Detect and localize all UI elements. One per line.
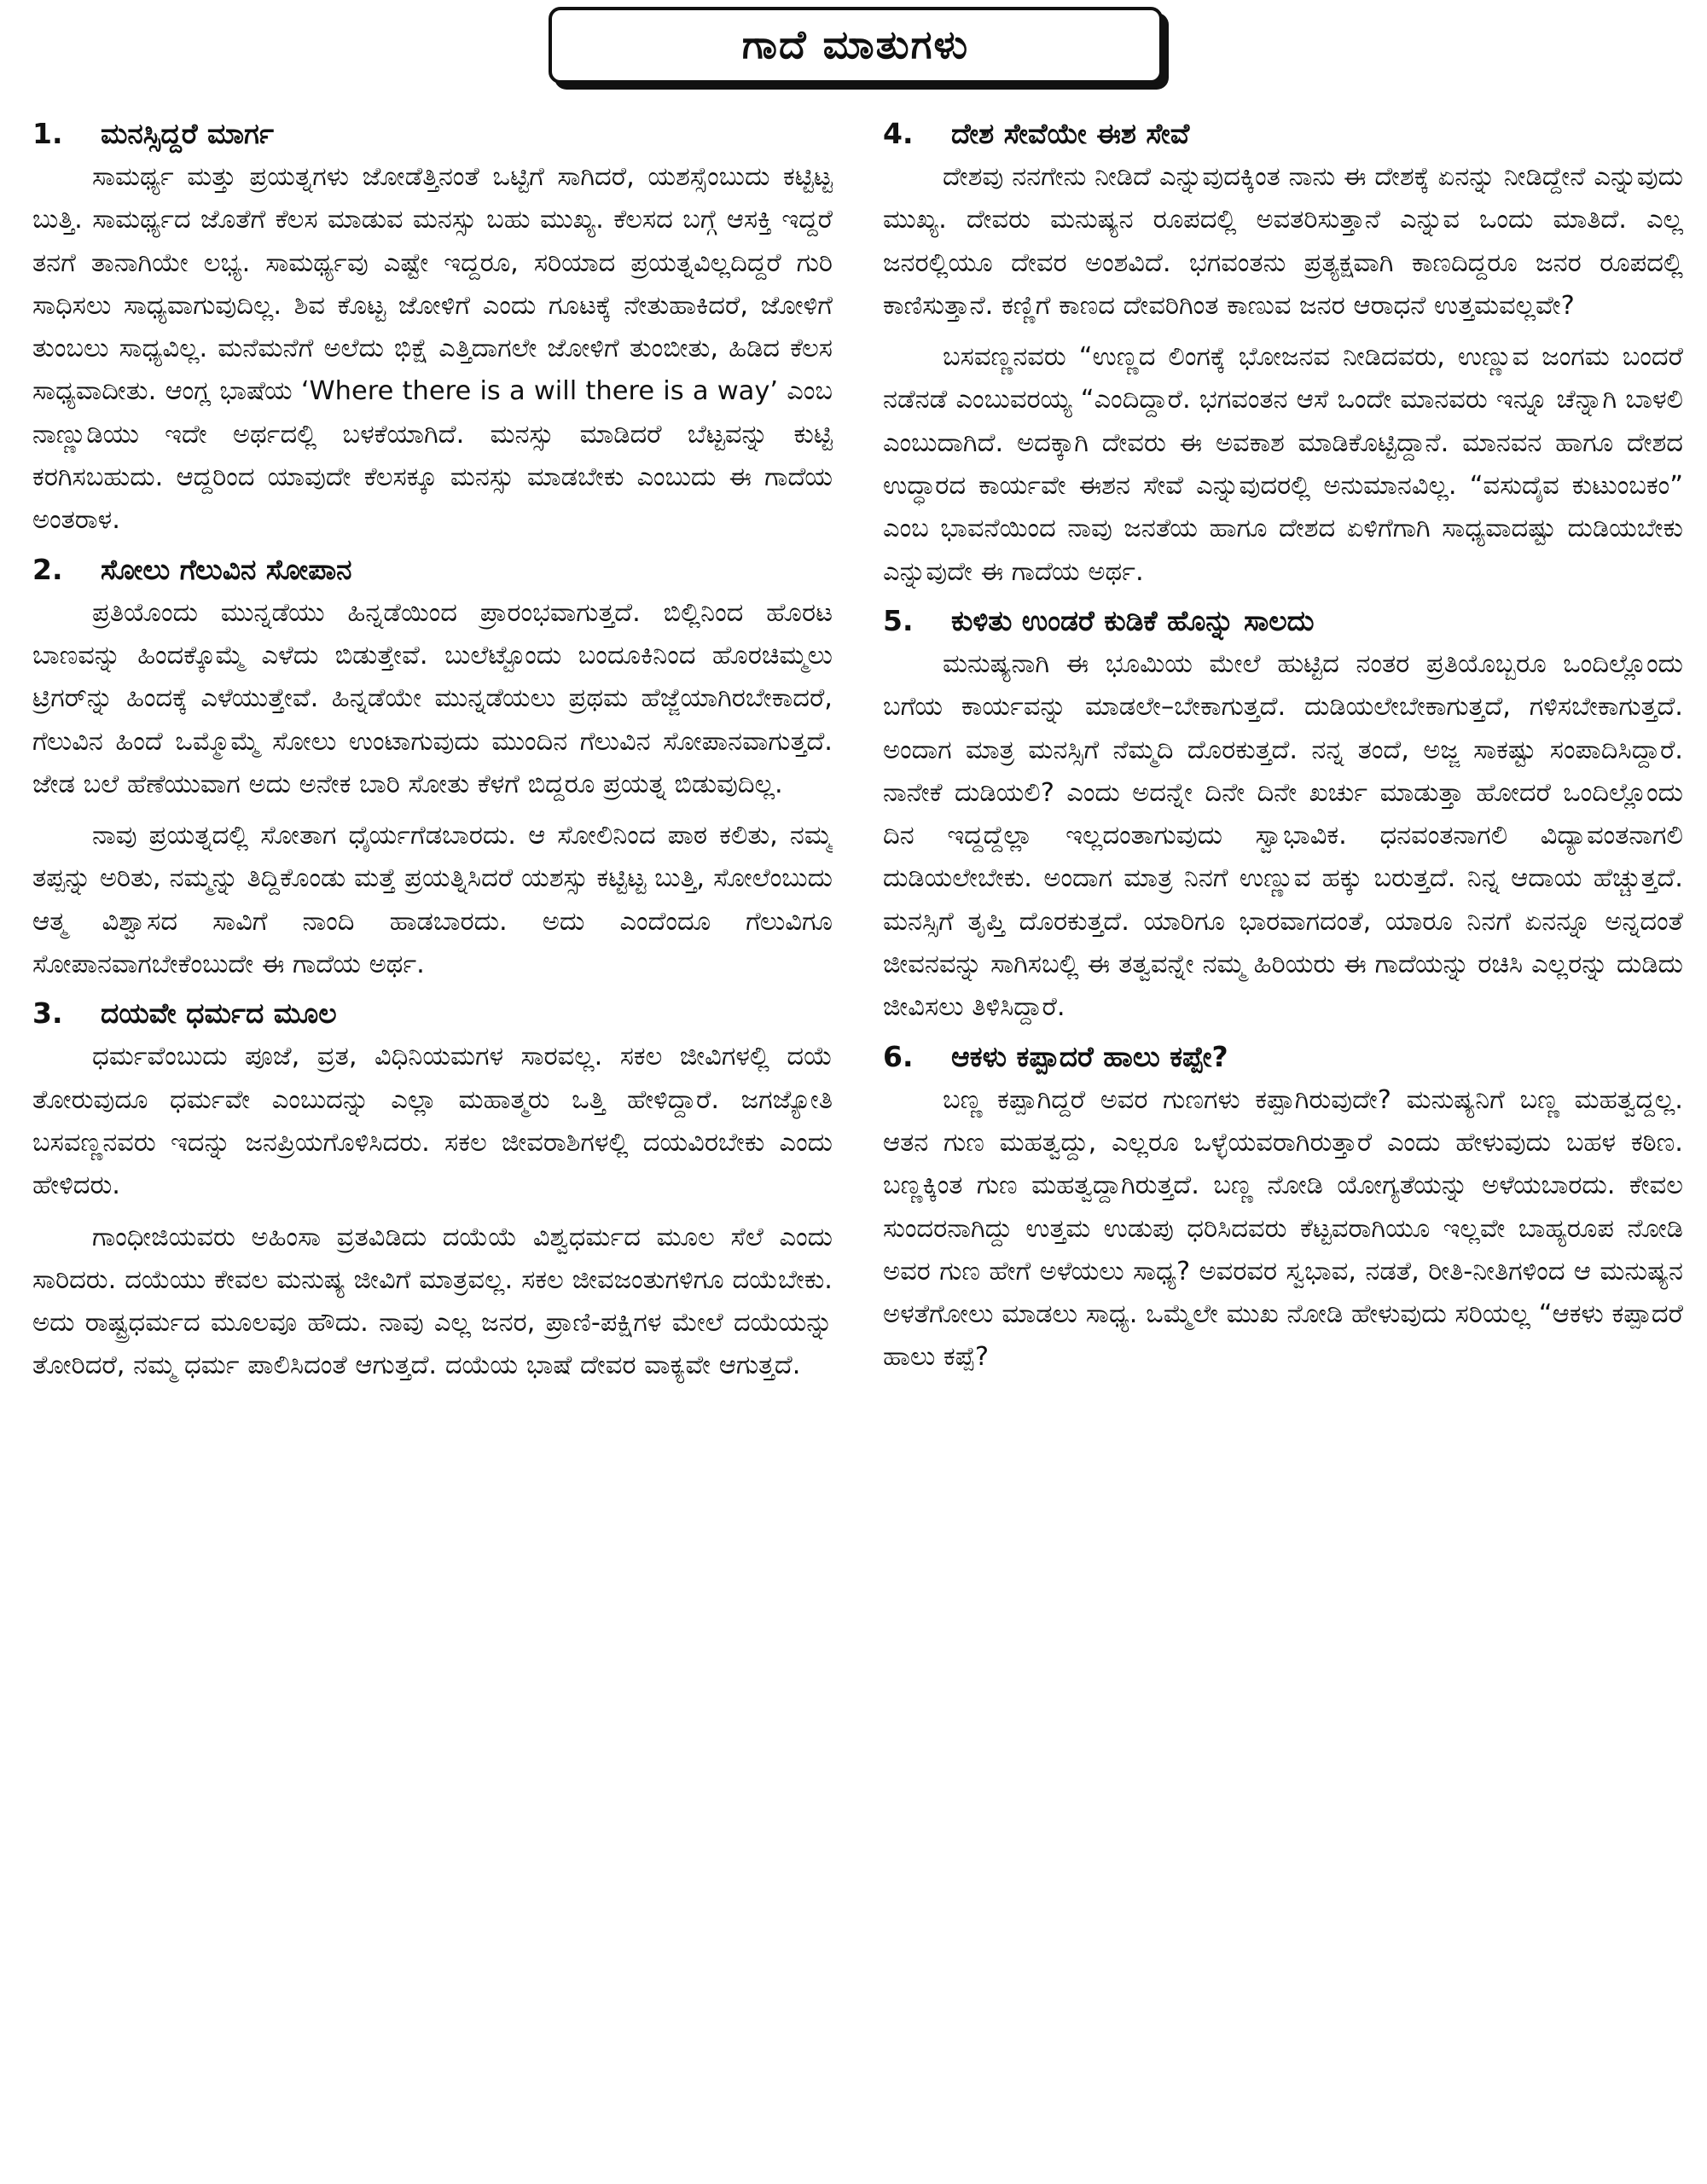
paragraph: ಧರ್ಮವೆಂಬುದು ಪೂಜೆ, ವ್ರತ, ವಿಧಿನಿಯಮಗಳ ಸಾರವಲ್ಲ. ಸಕಲ ಜೀವಿಗಳಲ್ಲಿ ದಯೆ ತೋರುವುದೂ ಧರ್ಮವೇ ಎಂಬುದನ್ನು ಎಲ್ಲಾ ಮಹಾತ್ಮರು ಒತ್ತಿ ಹೇಳಿದ್ದಾರೆ. ಜಗಜ್ಯೋತಿ ಬಸವಣ್ಣನವರು ಇದನ್ನು ಜನಪ್ರಿಯಗೊಳಿಸಿದರು. ಸಕಲ ಜೀವರಾಶಿಗಳಲ್ಲಿ ದಯವಿರಬೇಕು ಎಂದು ಹೇಳಿದರು. — [32, 1042, 833, 1201]
section-title: ಕುಳಿತು ಉಂಡರೆ ಕುಡಿಕೆ ಹೊನ್ನು ಸಾಲದು — [951, 603, 1315, 637]
paragraph: ಪ್ರತಿಯೊಂದು ಮುನ್ನಡೆಯು ಹಿನ್ನಡೆಯಿಂದ ಪ್ರಾರಂಭವಾಗುತ್ತದೆ. ಬಿಲ್ಲಿನಿಂದ ಹೊರಟ ಬಾಣವನ್ನು ಹಿಂದಕ್ಕೊಮ್ಮೆ ಎಳೆದು ಬಿಡುತ್ತೇವೆ. ಬುಲೆಟ್ಟೊಂದು ಬಂದೂಕಿನಿಂದ ಹೊರಚಿಮ್ಮಲು ಟ್ರಿಗರ್‌ನ್ನು ಹಿಂದಕ್ಕೆ ಎಳೆಯುತ್ತೇವೆ. ಹಿನ್ನಡೆಯೇ ಮುನ್ನಡೆಯಲು ಪ್ರಥಮ ಹೆಜ್ಜೆಯಾಗಿರಬೇಕಾದರೆ, ಗೆಲುವಿನ ಹಿಂದೆ ಒಮ್ಮೊಮ್ಮೆ ಸೋಲು ಉಂಟಾಗುವುದು ಮುಂದಿನ ಗೆಲುವಿನ ಸೋಪಾನವಾಗುತ್ತದೆ. ಜೇಡ ಬಲೆ ಹೆಣೆಯುವಾಗ ಅದು ಅನೇಕ ಬಾರಿ ಸೋತು ಕೆಳಗೆ ಬಿದ್ದರೂ ಪ್ರಯತ್ನ ಬಿಡುವುದಿಲ್ಲ. — [32, 597, 833, 799]
section-heading — [32, 995, 833, 1032]
left-column — [32, 115, 833, 2171]
section-heading — [32, 551, 833, 589]
section-heading — [883, 115, 1683, 153]
section-heading — [883, 1038, 1683, 1076]
section-1 — [32, 115, 833, 543]
paragraph: ದೇಶವು ನನಗೇನು ನೀಡಿದೆ ಎನ್ನುವುದಕ್ಕಿಂತ ನಾನು ಈ ದೇಶಕ್ಕೆ ಏನನ್ನು ನೀಡಿದ್ದೇನೆ ಎನ್ನುವುದು ಮುಖ್ಯ. ದೇವರು ಮನುಷ್ಯನ ರೂಪದಲ್ಲಿ ಅವತರಿಸುತ್ತಾನೆ ಎನ್ನುವ ಒಂದು ಮಾತಿದೆ. ಎಲ್ಲ ಜನರಲ್ಲಿಯೂ ದೇವರ ಅಂಶವಿದೆ. ಭಗವಂತನು ಪ್ರತ್ಯಕ್ಷವಾಗಿ ಕಾಣದಿದ್ದರೂ ಜನರ ರೂಪದಲ್ಲಿ ಕಾಣಿಸುತ್ತಾನೆ. ಕಣ್ಣಿಗೆ ಕಾಣದ ದೇವರಿಗಿಂತ ಕಾಣುವ ಜನರ ಆರಾಧನೆ ಉತ್ತಮವಲ್ಲವೇ? — [883, 162, 1683, 321]
section-heading — [32, 115, 833, 153]
section-5 — [883, 602, 1683, 1030]
section-title: ದೇಶ ಸೇವೆಯೇ ಈಶ ಸೇವೆ — [951, 117, 1190, 150]
section-title: ಮನಸ್ಸಿದ್ದರೆ ಮಾರ್ಗ — [101, 117, 274, 150]
paragraph: ಮನುಷ್ಯನಾಗಿ ಈ ಭೂಮಿಯ ಮೇಲೆ ಹುಟ್ಟಿದ ನಂತರ ಪ್ರತಿಯೊಬ್ಬರೂ ಒಂದಿಲ್ಲೊಂದು ಬಗೆಯ ಕಾರ್ಯವನ್ನು ಮಾಡಲೇ–ಬೇಕಾಗುತ್ತದೆ. ದುಡಿಯಲೇಬೇಕಾಗುತ್ತದೆ, ಗಳಿಸಬೇಕಾಗುತ್ತದೆ. ಅಂದಾಗ ಮಾತ್ರ ಮನಸ್ಸಿಗೆ ನೆಮ್ಮದಿ ದೊರಕುತ್ತದೆ. ನನ್ನ ತಂದೆ, ಅಜ್ಜ ಸಾಕಷ್ಟು ಸಂಪಾದಿಸಿದ್ದಾರೆ. ನಾನೇಕೆ ದುಡಿಯಲಿ? ಎಂದು ಅದನ್ನೇ ದಿನೇ ದಿನೇ ಖರ್ಚು ಮಾಡುತ್ತಾ ಹೋದರೆ ಒಂದಿಲ್ಲೊಂದು ದಿನ ಇದ್ದದ್ದೆಲ್ಲಾ ಇಲ್ಲದಂತಾಗುವುದು ಸ್ವಾಭಾವಿಕ. ಧನವಂತನಾಗಲಿ ವಿದ್ಯಾವಂತನಾಗಲಿ ದುಡಿಯಲೇಬೇಕು. ಅಂದಾಗ ಮಾತ್ರ ನಿನಗೆ ಉಣ್ಣುವ ಹಕ್ಕು ಬರುತ್ತದೆ. ನಿನ್ನ ಆದಾಯ ಹೆಚ್ಚುತ್ತದೆ. ಮನಸ್ಸಿಗೆ ತೃಪ್ತಿ ದೊರಕುತ್ತದೆ. ಯಾರಿಗೂ ಭಾರವಾಗದಂತೆ, ಯಾರೂ ನಿನಗೆ ಏನನ್ನೂ ಅನ್ನದಂತೆ ಜೀವನವನ್ನು ಸಾಗಿಸಬಲ್ಲಿ ಈ ತತ್ವವನ್ನೇ ನಮ್ಮ ಹಿರಿಯರು ಈ ಗಾದೆಯನ್ನು ರಚಿಸಿ ಎಲ್ಲರನ್ನು ದುಡಿದು ಜೀವಿಸಲು ತಿಳಿಸಿದ್ದಾರೆ. — [883, 648, 1683, 1023]
paragraph: ಗಾಂಧೀಜಿಯವರು ಅಹಿಂಸಾ ವ್ರತವಿಡಿದು ದಯೆಯೆ ವಿಶ್ವಧರ್ಮದ ಮೂಲ ಸೆಲೆ ಎಂದು ಸಾರಿದರು. ದಯೆಯು ಕೇವಲ ಮನುಷ್ಯ ಜೀವಿಗೆ ಮಾತ್ರವಲ್ಲ. ಸಕಲ ಜೀವಜಂತುಗಳಿಗೂ ದಯೆಬೇಕು. ಅದು ರಾಷ್ಟ್ರಧರ್ಮದ ಮೂಲವೂ ಹೌದು. ನಾವು ಎಲ್ಲ ಜನರ, ಪ್ರಾಣಿ-ಪಕ್ಷಿಗಳ ಮೇಲೆ ದಯೆಯನ್ನು ತೋರಿದರೆ, ನಮ್ಮ ಧರ್ಮ ಪಾಲಿಸಿದಂತೆ ಆಗುತ್ತದೆ. ದಯೆಯ ಭಾಷೆ ದೇವರ ವಾಕ್ಯವೇ ಆಗುತ್ತದೆ. — [32, 1222, 833, 1381]
title-box — [549, 7, 1163, 84]
paragraph: ಬಣ್ಣ ಕಪ್ಪಾಗಿದ್ದರೆ ಅವರ ಗುಣಗಳು ಕಪ್ಪಾಗಿರುವುದೇ? ಮನುಷ್ಯನಿಗೆ ಬಣ್ಣ ಮಹತ್ವದ್ದಲ್ಲ. ಆತನ ಗುಣ ಮಹತ್ವದ್ದು, ಎಲ್ಲರೂ ಒಳ್ಳೆಯವರಾಗಿರುತ್ತಾರೆ ಎಂದು ಹೇಳುವುದು ಬಹಳ ಕಠಿಣ. ಬಣ್ಣಕ್ಕಿಂತ ಗುಣ ಮಹತ್ವದ್ದಾಗಿರುತ್ತದೆ. ಬಣ್ಣ ನೋಡಿ ಯೋಗ್ಯತೆಯನ್ನು ಅಳೆಯಬಾರದು. ಕೇವಲ ಸುಂದರನಾಗಿದ್ದು ಉತ್ತಮ ಉಡುಪು ಧರಿಸಿದವರು ಕೆಟ್ಟವರಾಗಿಯೂ ಇಲ್ಲವೇ ಬಾಹ್ಯರೂಪ ನೋಡಿ ಅವರ ಗುಣ ಹೇಗೆ ಅಳೆಯಲು ಸಾಧ್ಯ? ಅವರವರ ಸ್ವಭಾವ, ನಡತೆ, ರೀತಿ-ನೀತಿಗಳಿಂದ ಆ ಮನುಷ್ಯನ ಅಳತೆಗೋಲು ಮಾಡಲು ಸಾಧ್ಯ. ಒಮ್ಮೆಲೇ ಮುಖ ನೋಡಿ ಹೇಳುವುದು ಸರಿಯಲ್ಲ “ಆಕಳು ಕಪ್ಪಾದರೆ ಹಾಲು ಕಪ್ಪೆ? — [883, 1084, 1683, 1373]
paragraph: ನಾವು ಪ್ರಯತ್ನದಲ್ಲಿ ಸೋತಾಗ ಧೈರ್ಯಗೆಡಬಾರದು. ಆ ಸೋಲಿನಿಂದ ಪಾಠ ಕಲಿತು, ನಮ್ಮ ತಪ್ಪನ್ನು ಅರಿತು, ನಮ್ಮನ್ನು ತಿದ್ದಿಕೊಂಡು ಮತ್ತೆ ಪ್ರಯತ್ನಿಸಿದರೆ ಯಶಸ್ಸು ಕಟ್ಟಿಟ್ಟ ಬುತ್ತಿ, ಸೋಲೆಂಬುದು ಆತ್ಮ ವಿಶ್ವಾಸದ ಸಾವಿಗೆ ನಾಂದಿ ಹಾಡಬಾರದು. ಅದು ಎಂದೆಂದೂ ಗೆಲುವಿಗೂ ಸೋಪಾನವಾಗಬೇಕೆಂಬುದೇ ಈ ಗಾದೆಯ ಅರ್ಥ. — [32, 821, 833, 980]
section-number: 3. — [32, 996, 63, 1031]
section-title: ಸೋಲು ಗೆಲುವಿನ ಸೋಪಾನ — [101, 552, 352, 586]
section-number: 5. — [883, 603, 914, 637]
section-3 — [32, 995, 833, 1387]
section-heading — [883, 602, 1683, 640]
section-number: 2. — [32, 552, 63, 586]
section-6 — [883, 1038, 1683, 1380]
right-column — [883, 115, 1683, 2171]
page-title: ಗಾದೆ ಮಾತುಗಳು — [741, 21, 970, 67]
section-number: 4. — [883, 117, 914, 150]
section-number: 6. — [883, 1039, 914, 1073]
section-2 — [32, 551, 833, 987]
paragraph: ಸಾಮರ್ಥ್ಯ ಮತ್ತು ಪ್ರಯತ್ನಗಳು ಜೋಡೆತ್ತಿನಂತೆ ಒಟ್ಟಿಗೆ ಸಾಗಿದರೆ, ಯಶಸ್ಸೆಂಬುದು ಕಟ್ಟಿಟ್ಟ ಬುತ್ತಿ. ಸಾಮರ್ಥ್ಯದ ಜೊತೆಗೆ ಕೆಲಸ ಮಾಡುವ ಮನಸ್ಸು ಬಹು ಮುಖ್ಯ. ಕೆಲಸದ ಬಗ್ಗೆ ಆಸಕ್ತಿ ಇದ್ದರೆ ತನಗೆ ತಾನಾಗಿಯೇ ಲಭ್ಯ. ಸಾಮರ್ಥ್ಯವು ಎಷ್ಟೇ ಇದ್ದರೂ, ಸರಿಯಾದ ಪ್ರಯತ್ನವಿಲ್ಲದಿದ್ದರೆ ಗುರಿ ಸಾಧಿಸಲು ಸಾಧ್ಯವಾಗುವುದಿಲ್ಲ. ಶಿವ ಕೊಟ್ಟ ಜೋಳಿಗೆ ಎಂದು ಗೂಟಕ್ಕೆ ನೇತುಹಾಕಿದರೆ, ಜೋಳಿಗೆ ತುಂಬಲು ಸಾಧ್ಯವಿಲ್ಲ. ಮನೆಮನೆಗೆ ಅಲೆದು ಭಿಕ್ಷೆ ಎತ್ತಿದಾಗಲೇ ಜೋಳಿಗೆ ತುಂಬೀತು, ಹಿಡಿದ ಕೆಲಸ ಸಾಧ್ಯವಾದೀತು. ಆಂಗ್ಲ ಭಾಷೆಯ ‘Where there is a will there is a way’ ಎಂಬ ನಾಣ್ಣುಡಿಯು ಇದೇ ಅರ್ಥದಲ್ಲಿ ಬಳಕೆಯಾಗಿದೆ. ಮನಸ್ಸು ಮಾಡಿದರೆ ಬೆಟ್ಟವನ್ನು ಕುಟ್ಟಿ ಕರಗಿಸಬಹುದು. ಆದ್ದರಿಂದ ಯಾವುದೇ ಕೆಲಸಕ್ಕೂ ಮನಸ್ಸು ಮಾಡಬೇಕು ಎಂಬುದು ಈ ಗಾದೆಯ ಅಂತರಾಳ. — [32, 162, 833, 536]
title-area — [0, 0, 1707, 90]
section-4 — [883, 115, 1683, 594]
section-number: 1. — [32, 117, 63, 150]
section-title: ಆಕಳು ಕಪ್ಪಾದರೆ ಹಾಲು ಕಪ್ಪೇ? — [951, 1039, 1228, 1073]
section-title: ದಯವೇ ಧರ್ಮದ ಮೂಲ — [101, 996, 337, 1031]
paragraph: ಬಸವಣ್ಣನವರು “ಉಣ್ಣದ ಲಿಂಗಕ್ಕೆ ಭೋಜನವ ನೀಡಿದವರು, ಉಣ್ಣುವ ಜಂಗಮ ಬಂದರೆ ನಡೆನಡೆ ಎಂಬುವರಯ್ಯ “ಎಂದಿದ್ದಾರೆ. ಭಗವಂತನ ಆಸೆ ಒಂದೇ ಮಾನವರು ಇನ್ನೂ ಚೆನ್ನಾಗಿ ಬಾಳಲಿ ಎಂಬುದಾಗಿದೆ. ಅದಕ್ಕಾಗಿ ದೇವರು ಈ ಅವಕಾಶ ಮಾಡಿಕೊಟ್ಟಿದ್ದಾನೆ. ಮಾನವನ ಹಾಗೂ ದೇಶದ ಉದ್ಧಾರದ ಕಾರ್ಯವೇ ಈಶನ ಸೇವೆ ಎನ್ನುವುದರಲ್ಲಿ ಅನುಮಾನವಿಲ್ಲ. “ವಸುದೈವ ಕುಟುಂಬಕಂ” ಎಂಬ ಭಾವನೆಯಿಂದ ನಾವು ಜನತೆಯ ಹಾಗೂ ದೇಶದ ಏಳಿಗೆಗಾಗಿ ಸಾಧ್ಯವಾದಷ್ಟು ದುಡಿಯಬೇಕು ಎನ್ನುವುದೇ ಈ ಗಾದೆಯ ಅರ್ಥ. — [883, 342, 1683, 587]
